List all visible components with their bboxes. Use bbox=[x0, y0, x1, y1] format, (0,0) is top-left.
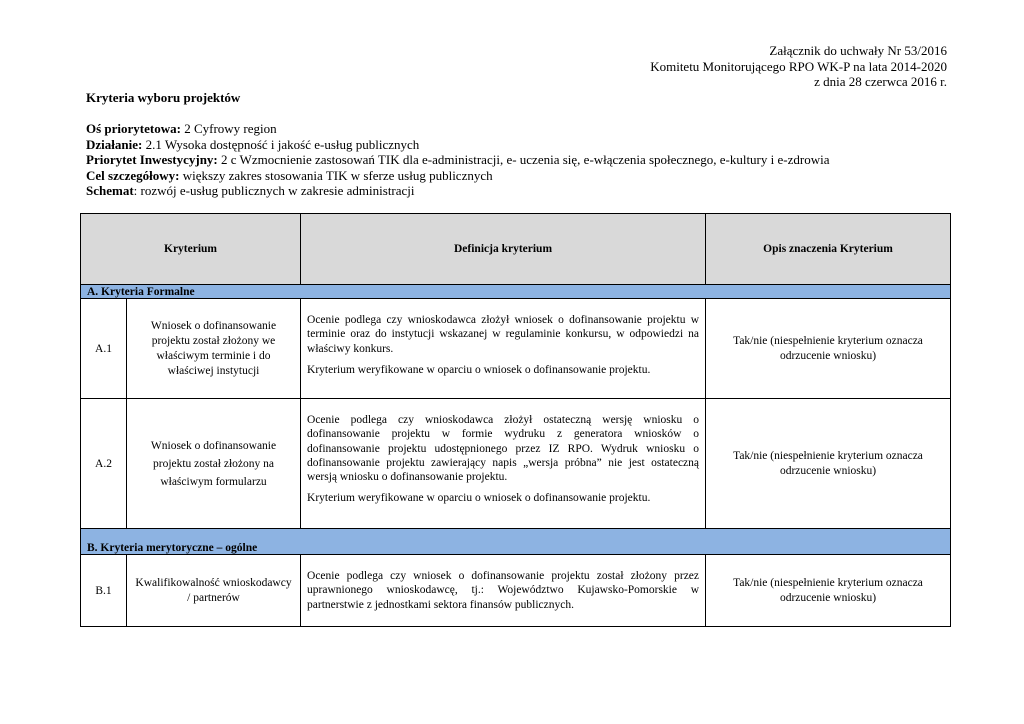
meta-value: 2 c Wzmocnienie zastosowań TIK dla e-administracji, e- uczenia się, e-włączenia społecznego, e-kultury i e-zdrowia bbox=[217, 152, 830, 168]
meta-value: 2.1 Wysoka dostępność i jakość e-usług publicznych bbox=[142, 136, 420, 152]
header-definition: Definicja kryterium bbox=[301, 214, 706, 285]
meta-label: Działanie: bbox=[86, 136, 143, 152]
criterion-definition bbox=[301, 299, 706, 399]
criteria-table bbox=[80, 213, 951, 627]
definition-paragraph: Kryterium weryfikowane w oparciu o wniosek o dofinansowanie projektu. bbox=[307, 492, 651, 505]
table-header-row bbox=[81, 214, 951, 285]
meta-label: Cel szczegółowy: bbox=[86, 167, 180, 183]
header-description: Opis znaczenia Kryterium bbox=[706, 214, 951, 285]
section-b-title: B. Kryteria merytoryczne – ogólne bbox=[81, 529, 951, 555]
meta-specific-goal bbox=[86, 168, 829, 184]
table-row bbox=[81, 299, 951, 399]
definition-paragraph: Ocenie podlega czy wnioskodawca złożył ostateczną wersję wniosku o dofinansowanie projektu w formie wydruku z generatora wniosków o dofinansowanie projektu udostępnionego przez IZ RPO. Wydruk wniosku o dofinansowanie projektu zawierający napis „wersja próbna” nie jest ostateczną wersją wniosku o dofinansowanie projektu. bbox=[307, 414, 700, 484]
attachment-line-2: Komitetu Monitorującego RPO WK-P na lata 2014-2020 bbox=[650, 58, 947, 74]
attachment-header bbox=[650, 43, 947, 90]
criterion-id: B.1 bbox=[81, 555, 127, 627]
meta-priority-axis bbox=[86, 121, 829, 137]
meta-label: Oś priorytetowa: bbox=[86, 121, 181, 136]
program-metadata bbox=[86, 121, 829, 199]
definition-paragraph: Kryterium weryfikowane w oparciu o wniosek o dofinansowanie projektu. bbox=[307, 363, 651, 376]
criterion-id: A.1 bbox=[81, 299, 127, 399]
table-row bbox=[81, 555, 951, 627]
meta-measure bbox=[86, 137, 829, 153]
criterion-name: Wniosek o dofinansowanie projektu został złożony na właściwym formularzu bbox=[127, 399, 301, 529]
table-row bbox=[81, 399, 951, 529]
meta-scheme bbox=[86, 183, 829, 199]
criterion-description: Tak/nie (niespełnienie kryterium oznacza odrzucenie wniosku) bbox=[706, 299, 951, 399]
document-title: Kryteria wyboru projektów bbox=[86, 90, 241, 105]
attachment-line-3: z dnia 28 czerwca 2016 r. bbox=[814, 74, 947, 89]
section-row-a bbox=[81, 285, 951, 299]
criterion-definition bbox=[301, 399, 706, 529]
section-row-b bbox=[81, 529, 951, 555]
criterion-description: Tak/nie (niespełnienie kryterium oznacza odrzucenie wniosku) bbox=[706, 555, 951, 627]
attachment-line-1: Załącznik do uchwały Nr 53/2016 bbox=[769, 43, 947, 58]
meta-label: Priorytet Inwestycyjny: bbox=[86, 152, 218, 168]
criterion-id: A.2 bbox=[81, 399, 127, 529]
meta-investment-priority bbox=[86, 152, 829, 168]
section-a-title: A. Kryteria Formalne bbox=[81, 285, 951, 299]
definition-paragraph: Ocenie podlega czy wniosek o dofinansowanie projektu został złożony przez uprawnionego wnioskodawcę, tj.: Województwo Kujawsko-Pomorskie w partnerstwie z jednostkami sektora finansów publicznych. bbox=[307, 570, 700, 611]
header-criterion: Kryterium bbox=[81, 214, 301, 285]
definition-paragraph: Ocenie podlega czy wnioskodawca złożył wniosek o dofinansowanie projektu w terminie oraz do instytucji wskazanej w regulaminie konkursu, w odpowiedzi na właściwy konkurs. bbox=[307, 314, 700, 355]
criterion-name: Wniosek o dofinansowanie projektu został złożony we właściwym terminie i do właściwej instytucji bbox=[127, 299, 301, 399]
criterion-definition bbox=[301, 555, 706, 627]
meta-value: : rozwój e-usług publicznych w zakresie administracji bbox=[133, 183, 415, 199]
criterion-name: Kwalifikowalność wnioskodawcy / partnerów bbox=[127, 555, 301, 627]
meta-label: Schemat bbox=[86, 183, 134, 199]
meta-value: większy zakres stosowania TIK w sferze usług publicznych bbox=[179, 167, 493, 183]
criterion-description: Tak/nie (niespełnienie kryterium oznacza odrzucenie wniosku) bbox=[706, 399, 951, 529]
meta-value: 2 Cyfrowy region bbox=[180, 121, 277, 136]
